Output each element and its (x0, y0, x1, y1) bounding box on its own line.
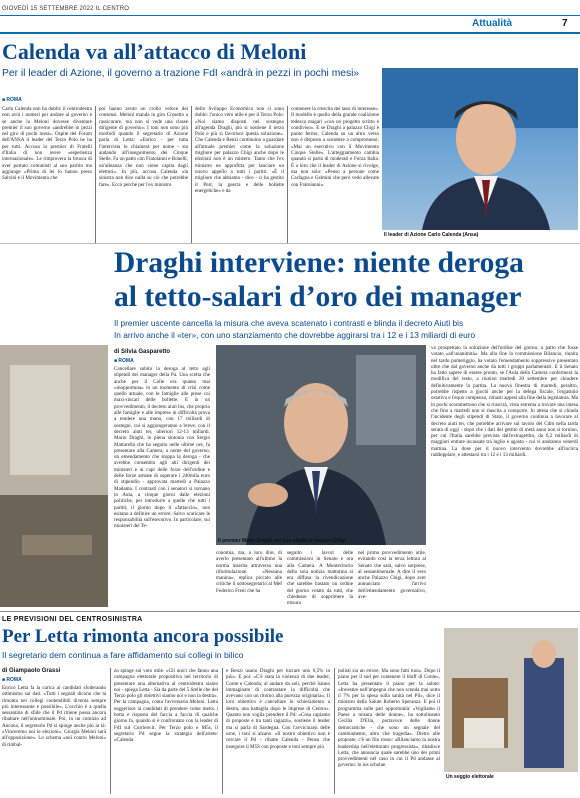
article2-place: ■ ROMA (114, 358, 134, 364)
side-photo-illustration (0, 345, 108, 607)
header-date: GIOVEDÌ 15 SETTEMBRE 2022 IL CENTRO (2, 6, 130, 12)
article2-title-line2: al tetto-salari d’oro dei manager (114, 281, 522, 313)
article1-place-text: ROMA (6, 97, 22, 103)
article3-col-2: zo spinge sul voto utile. «Gli unici che fanno una campagna elettorale propositiva nel territorio di presentare una alternativa al centrodestra siamo noi - spiega Letta - Sia da parte del 5 Stelle che del Terzo polo gli obiettivi sianno noi e non la destra». Per la campagna, conta l'avversaria Meloni. Letta suggerisce ai candidati di prendere come metro i botta e risposta del faccia a faccia di qualche giorno fa, quando si è confrontato con la leader di FdI sul Corriere.it. Per Terzo polo e M5s, il segretario Pd segue la strategia dell'ariete: «Calenda (114, 668, 218, 744)
article2-byline: di Silvia Gasparetto (114, 349, 171, 355)
article3-place-text: ROMA (6, 677, 22, 683)
article2-col-2: conomia, ma, a loro dire, di averlo presentato all'ultimo la norma inserita attraverso una riformulazione. «Nessuna manina», replica piccato alle critiche il sottosegretario al Mef Federico Freni che ha (216, 550, 282, 594)
header-bottom-rule (0, 32, 580, 34)
article3-col-1: Enrico Letta fa la carica ai candidati sfoderando ottimismo sui dati. «Tutti i segnali dicono che la rimonta nei collegi contendibili diventa sempre più interessante e possibile». L'occhio è a quella sessantina di sfide che il Pd ritiene possa ancora ribaltare nell'uninominale. Poi, in un comizio ad Ancona, il segretario Pd si spinge anche più in là: «Vinceremo noi le elezioni». Giorgia Meloni sarà all'opposizione». Lo schema «noi contro Meloni» di rimbal- (2, 685, 106, 748)
article3-col-4: pulisti sia un errore. Ma sono fatti tuoi». Dopo il piano per il sud per contenere il bluff di Conte», Letta ha presentato il piano per la salute: «Investire nell'impegno che non scenda mai sotto il 7% per la spesa sulla sanità nel Pil», dice il ministro della Salute Roberto Speranza. E poi il programma sulle pari opportunità: «Vogliamo il Paese a misura delle donne», ha sottolineato Cecilia D'Elia, portavoce delle donne democratiche - che sono un segnale del cambiamento, altro che tragedia». Dietro alle proposte, c'è un filo rosso: «Bilanciamo la nostra leadership nell'elettorato progressista», ribadisce Letta, che annuncia quale sarebbe uno dei primi provvedimenti nel caso in cui il Pd andasse al governo: lo ius scholae. (338, 668, 440, 769)
article3-col-3: e Renzi usano Draghi per lucrare uno 0,5% in più». E poi: «C'è stata la violenza di due leader, Conte e Calenda, al andare da soli, perché hanno immaginato di contrastare la difficoltà che avevano con un ritorno alla purezza originaria». Il loro obiettivo è cancellare lo schieramento a destra, una battaglia dopo le imprese di Centro». Quanto non voglia prendere il Pd: «Cosa capiamo di proposte e tra tanti ragazzi», sostiene il leader ma si parla di Sardegna. Con l'avvicinarsi delle urne, i toni si alzano. «Il nostro obiettivo non è cercare il Pd - ribatte Calenda - Penso che inseguire il M5S con proposte e toni sempre più (226, 668, 330, 750)
section-divider (0, 611, 580, 612)
article1-caption: Il leader di Azione Carlo Calenda (Ansa) (384, 232, 479, 238)
column-divider (222, 668, 223, 794)
article2-caption: Il premier Mario Draghi nel suo studio a Palazzo Chigi (218, 538, 346, 544)
article2-col-5: va prospettato la soluzione dell'ordine del giorno, a patto che fosse votato «all'unanimità». Ma alla fine la commissione Bilancio, riunita nel tardo pomeriggio, ha votato l'emendamento soppressivo presentato oltre che dal governo anche da tutti i gruppi parlamentari. E il Senato ha fatto sapere di essere pronto, se l'Aula della Camera confermerà la modifica del testo, a riunirsi martedì 20 settembre per chiudere definitivamente la partita. La nuova finestra di martedì, peraltro, potrebbe rispetto a giochi anche per la delega fiscale, l'ergastolo ostativo e l'equo compenso, rimasti appesi alla fine della legislatura. Ma in pochi scommettono che si riuscirà, vista estrema a trovare una intesa che fino a martedì non si riuscita a comporre. In attesa che si chiuda l'incidente degli stipendi di Stato, il governo continua a lavorare al decreto aiuti ter, che potrebbe arrivare sul tavolo del Cdm nella tarda serata di oggi - dopo che i dati del gettito di metà anno non si tornino, per cui l'Italia sarebbe prevista dall'extragettito, da 6,2 miliardi di maggiori entrate incassate tra luglio e agosto - cui vi andranno venerdì mattina. La dose per il nuovo intervento dovrebbe all'incirca raddoppiare, e attestarsi tra i 12 e i 13 miliardi. (431, 345, 578, 459)
article3-place: ■ ROMA (2, 677, 22, 683)
article1-title: Calenda va all’attacco di Meloni (2, 39, 307, 64)
column-divider (110, 668, 111, 794)
article1-deck: Per il leader di Azione, il governo a trazione FdI «andrà in pezzi in pochi mesi» (2, 68, 360, 79)
article2-deck-line2: In arrivo anche il «ter», con uno stanziamento che dovrebbe aggirarsi tra i 12 e i 13 miliardi di euro (114, 330, 476, 340)
article2-col-4: nel primo provvedimento utile, evitando così la terza lettura al Senato che sarà, salvo sorprese, al sessantinemale. A dire il vero anche Palazzo Chigi, dopo aver annunciato l'arrivo dell'emendamento governativo, ave- (358, 550, 426, 601)
article1-col-1: Carlo Calenda non ha dubbi: il centrodestra non avrà i numeri per andare al governo e se anche la Meloni dovesse diventare premier il suo governo «andrebbe in pezzi nel giro di pochi mesi». Ospite del Forum dell'ANSA il leader del Terzo Polo ne ha per tutti. Accusa la premier di Fratelli d'Italia di non avere «esperienza internazionale». Le rimprovera la brusca di aver portato comunisti al suo partito ma aggiunge «Prima di lei lo hanno preso Salvini e il Movimento che (2, 106, 92, 182)
article1-col-2: poi hanno avuto un crollo veloce dei consensi. Meloni manda in giro Crosetto a rassicurare, ma non si vede una classe dirigente di governo». I toni non sono più morbidi quando il segretario di Azione parla di Letta: «Enrico - per tutta l'intervista lo chiamerà per nome - sta andando all'inseguimento dei Cinque Stelle. Fa un patto con Fratoianni e Bonelli, un'alleanza che non viene capita dagli elettori». In più, accusa Calenda «la sinistra non dice nulla su ciò che potrebbe fare». Ecco perché per l'ex ministro (99, 106, 188, 188)
page-header (0, 0, 580, 40)
page-number: 7 (562, 18, 568, 29)
column-divider (95, 106, 96, 244)
article2-place-text: ROMA (118, 358, 134, 364)
article3-title: Per Letta rimonta ancora possibile (2, 626, 284, 647)
side-photo (0, 345, 108, 607)
article2-deck-line1: Il premier uscente cancella la misura che aveva scatenato i contrasti e blinda il decreto Aiuti bis (114, 318, 464, 328)
column-divider (191, 106, 192, 244)
column-divider (287, 106, 288, 244)
article3-deck: Il segretario dem continua a fare affidamento sui collegi in bilico (2, 650, 244, 660)
header-rule (0, 15, 580, 16)
draghi-portrait-illustration (216, 345, 426, 545)
section-tag: Attualità (472, 18, 512, 29)
article2-title-line1: Draghi interviene: niente deroga (114, 247, 524, 279)
article2-col-3: seguito i lavori delle commissioni in Senato e ora alla Camera. A Montecitorio della sola notizia mattutina si era diffusa la rivendicazione che sarebbe bastato un ordine del giorno votato da tutti, che chiedesse di sopprimere la misura (287, 550, 353, 607)
column-divider (334, 668, 335, 794)
polling-station-photo (444, 628, 578, 772)
article1-col-3: dello Sviluppo Economico non ci sono dubbi: l'unico vero utile è per il Terzo Polo: «Noi siamo disposti nel sostegno all'agenda Draghi, più si sostiene il terzo Polo e più si favorisce questa soluzione». Che Calenda e Renzi continuino a guardare all'attuale premier come la soluzione migliore per palazzo Chigi anche dopo le elezioni non è un mistero. Tanto che l'ex ministro ne approfitta per lanciare un nuovo appello a tutti i partiti: «È il migliore che abbiamo - dice - ci ha gestito il Pnrr, la guerra e delle bollette energetiche» e da (195, 106, 284, 194)
polling-station-illustration (444, 628, 578, 772)
section-divider (0, 243, 580, 244)
article1-place: ■ ROMA (2, 97, 22, 103)
calenda-portrait-illustration (382, 68, 578, 230)
calenda-photo (382, 68, 578, 230)
article3-kicker: LE PREVISIONI DEL CENTROSINISTRA (2, 616, 143, 623)
draghi-photo (216, 345, 426, 545)
article3-byline: di Giampaolo Grassi (2, 668, 61, 674)
article3-caption: Un seggio elettorale (446, 774, 494, 780)
article1-col-4: contenere la crescita dei tassi di interesse». Il modello è quello della grande coalizione tedesca magari «con un progetto scritto e condiviso». E se Draghi a palazzo Chigi è punto fermo, Calenda su un altro verso non è disposto a scendere a compromessi: «Mai un esecutivo con il Movimento Cinque Stelle». L'atteggiamento cambia quando si parla di moderati e Forza Italia. È a loro che il leader di Azione si rivolge, ma non solo: «Penso a persone come Carfagna e Gelmini che però vedo allevate con Fratoianni». (291, 106, 379, 188)
article2-col-1: Cancellare subito la deroga al tetto agli stipendi dei manager della Pa. Una scelta che anche per il Colle era quanto mai «inopportuna» in un momento di crisi come quello attuale, con le famiglie alle prese coi maxi-rincari delle bollette. E in un provvedimento, il decreto aiuti bis, che proprio alle famiglie e alle imprese in difficoltà prova a tendere una mano, con 17 miliardi di sostegni, cui si aggiungeranno a breve, con il decreto aiuti ter, ulteriori 12-13 miliardi. Mario Draghi, in piena sintonia con Sergio Mattarella che ha seguito nelle ultime ore, fa presentare alla Camera, a nome del governo, un emendamento che stoppa la deroga - che avrebbe consentito agli alti dirigenti dei ministeri e ai capi delle forze dell'ordine e delle forze armate di superare i 240mila euro di stipendio - approvata martedì a Palazzo Madama. I contrasti con i senatori si tornano in Aula, a cinque giorni dalle elezioni politiche, per introdurre a quelle che tutti i partiti, il giorno dopo il «fattaccio», non esitano a definire un errore. Salvo scaricare le responsabilità sull'esecutivo. In particolare, sui ministeri del Te- (114, 366, 210, 530)
